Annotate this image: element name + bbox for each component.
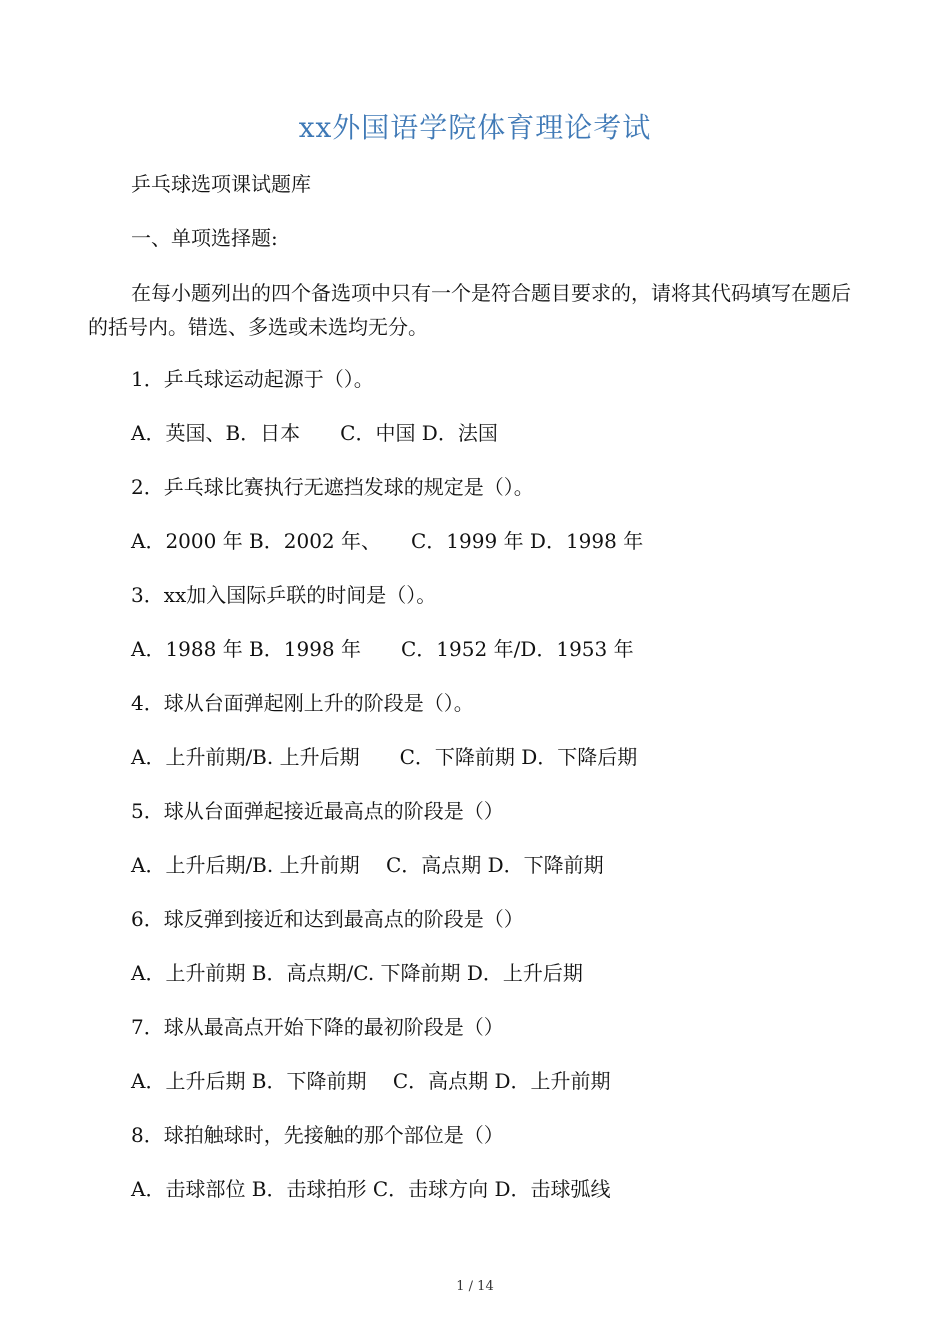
- question-7: 7．球从最高点开始下降的最初阶段是（）: [131, 1015, 504, 1039]
- instructions-paragraph: [88, 276, 863, 344]
- question-5: 5．球从台面弹起接近最高点的阶段是（）: [131, 799, 504, 823]
- page-number: 1 / 14: [456, 1279, 494, 1294]
- instructions-text: 在每小题列出的四个备选项中只有一个是符合题目要求的，请将其代码填写在题后的括号内。错选、多选或未选均无分。: [88, 281, 851, 339]
- answer-options-6: A．上升前期 B．高点期/C. 下降前期 D．上升后期: [131, 961, 583, 985]
- question-3: 3．xx加入国际乒联的时间是（）。: [131, 583, 437, 607]
- question-6: 6．球反弹到接近和达到最高点的阶段是（）: [131, 907, 524, 931]
- question-4: 4．球从台面弹起刚上升的阶段是（）。: [131, 691, 474, 715]
- question-8: 8．球拍触球时，先接触的那个部位是（）: [131, 1123, 504, 1147]
- answer-options-4: A．上升前期/B. 上升后期 C．下降前期 D．下降后期: [131, 745, 638, 769]
- document-subtitle: 乒乓球选项课试题库: [131, 172, 311, 196]
- answer-options-1: A．英国、B．日本 C．中国 D．法国: [131, 421, 498, 445]
- answer-options-7: A．上升后期 B．下降前期 C．高点期 D．上升前期: [131, 1069, 611, 1093]
- answer-options-5: A．上升后期/B. 上升前期 C．高点期 D．下降前期: [131, 853, 604, 877]
- question-2: 2．乒乓球比赛执行无遮挡发球的规定是（）。: [131, 475, 534, 499]
- answer-options-3: A．1988 年 B．1998 年 C．1952 年/D．1953 年: [131, 637, 634, 661]
- section-heading: 一、单项选择题:: [131, 226, 278, 250]
- document-title: xx外国语学院体育理论考试: [298, 111, 652, 144]
- question-1: 1．乒乓球运动起源于（）。: [131, 367, 374, 391]
- answer-options-8: A．击球部位 B．击球拍形 C．击球方向 D．击球弧线: [131, 1177, 611, 1201]
- answer-options-2: A．2000 年 B．2002 年、 C．1999 年 D．1998 年: [131, 529, 644, 553]
